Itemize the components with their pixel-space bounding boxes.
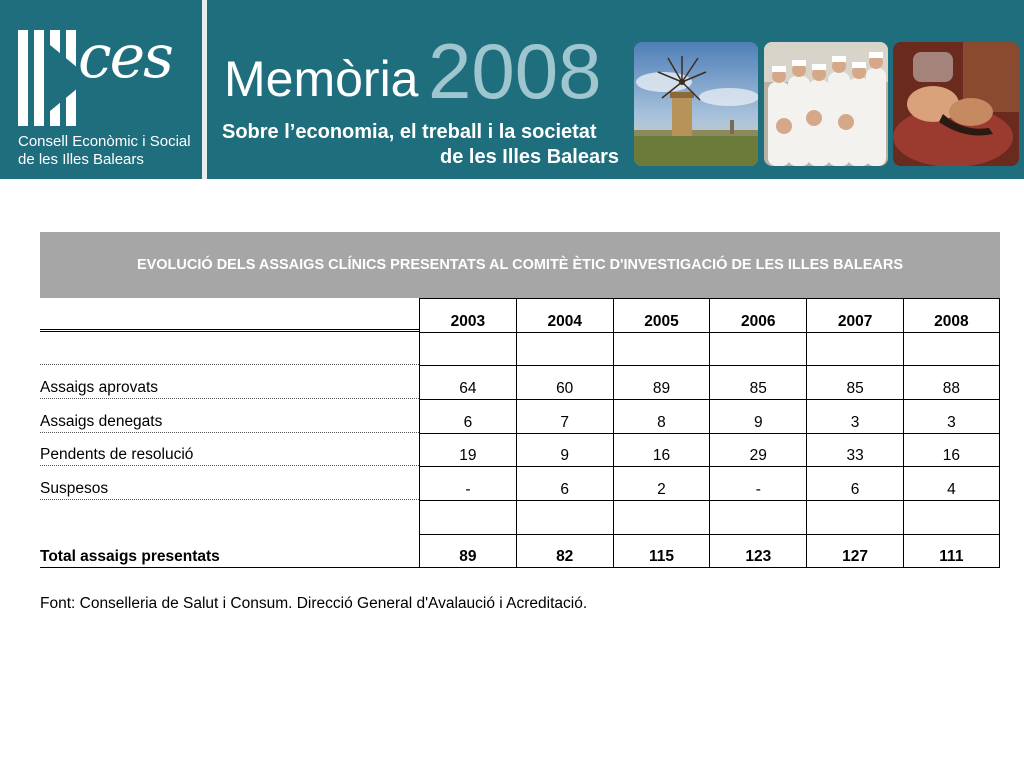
organization-name — [18, 133, 191, 169]
spacer-cell — [806, 500, 903, 534]
row-label: Assaigs aprovats — [40, 365, 419, 399]
table-cell: 33 — [806, 433, 903, 467]
total-cell: 82 — [516, 534, 613, 568]
table-title: EVOLUCIÓ DELS ASSAIGS CLÍNICS PRESENTATS AL COMITÈ ÈTIC D'INVESTIGACIÓ DE LES ILLES BALEARS — [40, 232, 1000, 298]
source-note: Font: Conselleria de Salut i Consum. Direcció General d'Avalaució i Acreditació. — [40, 595, 588, 612]
table-cell: 60 — [516, 365, 613, 399]
table-cell: 6 — [806, 466, 903, 500]
table-cell: 8 — [613, 399, 710, 433]
org-name-line2: de les Illes Balears — [18, 151, 144, 168]
table-cell: 29 — [709, 433, 806, 467]
total-cell: 115 — [613, 534, 710, 568]
total-cell: 111 — [903, 534, 1000, 568]
spacer-cell — [516, 332, 613, 366]
report-subtitle-line2: de les Illes Balears — [440, 146, 620, 168]
table-cell: 85 — [709, 365, 806, 399]
spacer-cell — [419, 500, 516, 534]
spacer-cell — [613, 500, 710, 534]
table-cell: 16 — [903, 433, 1000, 467]
banner-divider — [202, 0, 207, 179]
spacer-cell — [516, 500, 613, 534]
report-subtitle-line1: Sobre l’economia, el treball i la societat — [222, 121, 597, 143]
row-label: Pendents de resolució — [40, 433, 419, 467]
logo-text: ces — [78, 22, 172, 92]
total-cell: 89 — [419, 534, 516, 568]
table-cell: 7 — [516, 399, 613, 433]
table-cell: 19 — [419, 433, 516, 467]
spacer-label-cell — [40, 332, 419, 366]
org-name-line1: Consell Econòmic i Social — [18, 133, 191, 150]
table-cell: 9 — [516, 433, 613, 467]
table-cell: 2 — [613, 466, 710, 500]
spacer-cell — [419, 332, 516, 366]
table-cell: 3 — [903, 399, 1000, 433]
table-cell: 85 — [806, 365, 903, 399]
table-spacer-row — [40, 332, 1000, 366]
table-row — [40, 433, 1000, 467]
year-header: 2007 — [806, 298, 903, 332]
table-cell: 6 — [516, 466, 613, 500]
header-banner — [0, 0, 1024, 179]
table-row — [40, 399, 1000, 433]
spacer-cell — [613, 332, 710, 366]
table-cell: 4 — [903, 466, 1000, 500]
data-table — [40, 298, 1000, 568]
row-label: Suspesos — [40, 466, 419, 500]
header-label-cell — [40, 298, 419, 332]
spacer-cell — [709, 332, 806, 366]
year-header: 2004 — [516, 298, 613, 332]
table-cell: 64 — [419, 365, 516, 399]
table-cell: - — [709, 466, 806, 500]
table-row — [40, 365, 1000, 399]
table-spacer-row — [40, 500, 1000, 534]
year-header: 2005 — [613, 298, 710, 332]
table-cell: - — [419, 466, 516, 500]
report-title: Memòria — [224, 51, 419, 107]
spacer-cell — [903, 500, 1000, 534]
windmill-photo — [634, 42, 758, 166]
total-cell: 123 — [709, 534, 806, 568]
year-header: 2006 — [709, 298, 806, 332]
table-header-row — [40, 298, 1000, 332]
report-year: 2008 — [428, 27, 602, 115]
craftsman-photo — [893, 42, 1019, 166]
spacer-cell — [903, 332, 1000, 366]
table-cell: 88 — [903, 365, 1000, 399]
spacer-cell — [709, 500, 806, 534]
table-row — [40, 466, 1000, 500]
year-header: 2003 — [419, 298, 516, 332]
total-cell: 127 — [806, 534, 903, 568]
table-total-row — [40, 534, 1000, 568]
table-cell: 16 — [613, 433, 710, 467]
spacer-cell — [806, 332, 903, 366]
year-header: 2008 — [903, 298, 1000, 332]
row-label: Assaigs denegats — [40, 399, 419, 433]
total-label: Total assaigs presentats — [40, 534, 419, 568]
table-cell: 3 — [806, 399, 903, 433]
table-cell: 89 — [613, 365, 710, 399]
group-photo — [764, 42, 888, 166]
spacer-label-cell — [40, 500, 419, 534]
table-cell: 6 — [419, 399, 516, 433]
table-cell: 9 — [709, 399, 806, 433]
